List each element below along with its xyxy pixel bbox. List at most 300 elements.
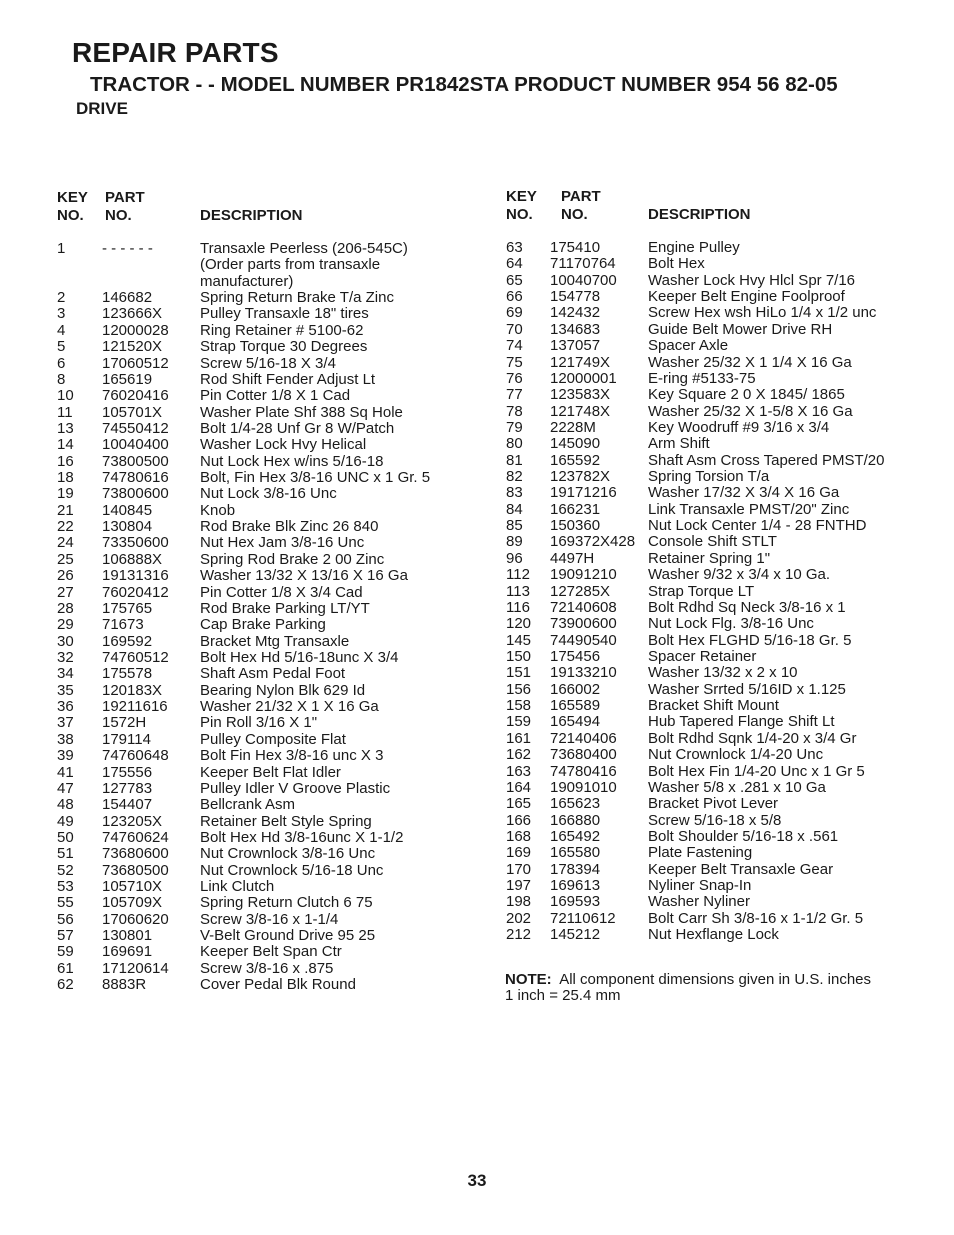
part-no: 19171216 — [550, 484, 617, 502]
key-no: 36 — [57, 698, 74, 716]
part-description: E-ring #5133-75 — [648, 369, 756, 387]
table-row — [57, 470, 477, 486]
part-no: 142432 — [550, 304, 601, 322]
part-description: Screw Hex wsh HiLo 1/4 x 1/2 unc — [648, 304, 877, 322]
part-description: Key Square 2 0 X 1845/ 1865 — [648, 386, 845, 404]
table-row — [57, 437, 477, 453]
table-header — [506, 188, 946, 228]
key-no: 89 — [506, 533, 523, 551]
table-row — [57, 372, 477, 388]
key-no: 159 — [506, 713, 532, 731]
part-no: 145090 — [550, 435, 601, 453]
key-no: 202 — [506, 909, 532, 927]
part-no: 169691 — [102, 943, 153, 961]
model-subtitle: TRACTOR - - MODEL NUMBER PR1842STA PRODUCT NUMBER 954 56 82-05 — [90, 73, 838, 96]
table-row — [506, 240, 946, 256]
key-no: 162 — [506, 746, 532, 764]
page-title: REPAIR PARTS — [72, 37, 279, 68]
part-description: Spacer Retainer — [648, 647, 757, 665]
part-no: 17060512 — [102, 354, 169, 372]
part-no: 165492 — [550, 827, 601, 845]
table-row — [506, 796, 946, 812]
part-no: 74760648 — [102, 747, 169, 765]
part-description: Cap Brake Parking — [200, 616, 326, 634]
key-no: 61 — [57, 959, 74, 977]
key-no: 76 — [506, 369, 523, 387]
part-description: Bolt Hex Fin 1/4-20 Unc x 1 Gr 5 — [648, 762, 865, 780]
part-no: 74760624 — [102, 828, 169, 846]
part-description: Pulley Composite Flat — [200, 730, 346, 748]
part-description: Bolt Shoulder 5/16-18 x .561 — [648, 827, 839, 845]
part-no: 17060620 — [102, 910, 169, 928]
part-description: Screw 3/8-16 x .875 — [200, 959, 334, 977]
part-description: Bolt, Fin Hex 3/8-16 UNC x 1 Gr. 5 — [200, 469, 431, 487]
table-row — [506, 387, 946, 403]
key-no: 62 — [57, 976, 74, 994]
part-description: Console Shift STLT — [648, 533, 777, 551]
table-row — [506, 584, 946, 600]
key-no: 113 — [506, 582, 530, 600]
part-description: Shaft Asm Cross Tapered PMST/20 — [648, 451, 885, 469]
table-row — [57, 699, 477, 715]
table-body-right — [506, 240, 946, 943]
key-no: 198 — [506, 893, 532, 911]
key-no: 56 — [57, 910, 74, 928]
part-description: Bolt Hex Hd 3/8-16unc X 1-1/2 — [200, 828, 404, 846]
part-no: 74760512 — [102, 648, 169, 666]
part-no: 73900600 — [550, 615, 617, 633]
part-no: 8883R — [102, 976, 147, 994]
note-line2: 1 inch = 25.4 mm — [505, 986, 621, 1004]
part-description: Pulley Transaxle 18" tires — [200, 305, 369, 323]
part-description: Rod Shift Fender Adjust Lt — [200, 370, 376, 388]
part-no: 76020416 — [102, 387, 169, 405]
part-description: Washer Plate Shf 388 Sq Hole — [200, 403, 403, 421]
table-row — [57, 634, 477, 650]
part-no: 123583X — [550, 386, 611, 404]
part-description: Retainer Spring 1" — [648, 549, 771, 567]
part-description: Bolt Hex FLGHD 5/16-18 Gr. 5 — [648, 631, 852, 649]
part-description: Washer Lock Hvy Helical — [200, 436, 367, 454]
key-no: 168 — [506, 827, 532, 845]
table-row — [506, 731, 946, 747]
table-row — [506, 502, 946, 518]
table-row — [506, 551, 946, 567]
table-row — [506, 911, 946, 927]
part-no: 1572H — [102, 714, 147, 732]
part-no: 17120614 — [102, 959, 169, 977]
table-row — [506, 469, 946, 485]
part-no: 2228M — [550, 418, 596, 436]
key-no: 21 — [57, 501, 74, 519]
note-label: NOTE: — [505, 971, 552, 988]
table-row — [506, 829, 946, 845]
table-row — [506, 273, 946, 289]
part-description: Screw 5/16-18 x 5/8 — [648, 811, 782, 829]
key-no: 47 — [57, 779, 74, 797]
key-no: 30 — [57, 632, 74, 650]
table-row — [506, 256, 946, 272]
part-no: 12000028 — [102, 321, 169, 339]
key-no: 59 — [57, 943, 74, 961]
table-row — [57, 846, 477, 862]
part-description: Transaxle Peerless (206-545C) — [200, 240, 408, 257]
table-row — [57, 797, 477, 813]
table-row — [57, 748, 477, 764]
table-row — [57, 486, 477, 502]
part-no: 121749X — [550, 353, 611, 371]
key-no: 151 — [506, 664, 532, 682]
key-no: 10 — [57, 387, 74, 405]
table-row — [506, 845, 946, 861]
part-description: Pin Cotter 1/8 X 3/4 Cad — [200, 583, 363, 601]
key-no: 158 — [506, 697, 532, 715]
part-no: 169613 — [550, 877, 601, 895]
part-no: 178394 — [550, 860, 601, 878]
table-row — [506, 649, 946, 665]
part-no: 137057 — [550, 337, 601, 355]
key-no: 82 — [506, 468, 523, 486]
part-description: Washer 13/32 X 13/16 X 16 Ga — [200, 567, 408, 585]
part-description: Keeper Belt Engine Foolproof — [648, 288, 845, 306]
table-row — [57, 356, 477, 372]
part-description: Washer Nyliner — [648, 893, 750, 911]
key-no: 50 — [57, 828, 74, 846]
key-no: 22 — [57, 518, 74, 536]
part-no: 150360 — [550, 517, 601, 535]
key-no: 18 — [57, 469, 74, 487]
key-no: 85 — [506, 517, 523, 535]
part-description: Washer 13/32 x 2 x 10 — [648, 664, 798, 682]
part-description: Bearing Nylon Blk 629 Id — [200, 681, 366, 699]
part-no: 165623 — [550, 795, 601, 813]
header-key — [57, 189, 88, 225]
part-description: Nut Hexflange Lock — [648, 926, 779, 944]
part-no: 73800600 — [102, 485, 169, 503]
part-description: Spring Return Clutch 6 75 — [200, 894, 373, 912]
table-row — [57, 323, 477, 339]
part-no: 179114 — [102, 730, 151, 748]
key-no: 75 — [506, 353, 523, 371]
key-no: 212 — [506, 926, 532, 944]
part-description: Nut Lock Hex w/ins 5/16-18 — [200, 452, 384, 470]
key-no: 161 — [506, 729, 532, 747]
part-no: 106888X — [102, 550, 163, 568]
key-no: 65 — [506, 271, 523, 289]
part-no: 105710X — [102, 878, 163, 896]
key-no: 57 — [57, 927, 74, 945]
key-no: 55 — [57, 894, 74, 912]
table-row — [506, 747, 946, 763]
table-row — [506, 780, 946, 796]
part-description: V-Belt Ground Drive 95 25 — [200, 927, 376, 945]
key-no: 81 — [506, 451, 523, 469]
header-part — [105, 189, 145, 225]
part-description: Washer 17/32 X 3/4 X 16 Ga — [648, 484, 840, 502]
part-description: Bolt Rdhd Sqnk 1/4-20 x 3/4 Gr — [648, 729, 857, 747]
part-no: 10040400 — [102, 436, 169, 454]
part-no: 175765 — [102, 599, 153, 617]
key-no: 5 — [57, 338, 66, 356]
part-description: Bolt 1/4-28 Unf Gr 8 W/Patch — [200, 419, 395, 437]
part-description: Nut Crownlock 1/4-20 Unc — [648, 746, 824, 764]
table-row — [57, 977, 477, 993]
table-row — [506, 404, 946, 420]
key-no: 96 — [506, 549, 523, 567]
part-no: 120183X — [102, 681, 163, 699]
part-no: 74780416 — [550, 762, 617, 780]
key-no: 112 — [506, 566, 530, 584]
part-no: - - - - - - — [102, 240, 153, 257]
part-no: 123205X — [102, 812, 163, 830]
table-row — [57, 650, 477, 666]
part-description: Bracket Pivot Lever — [648, 795, 779, 813]
part-description: Nut Lock Flg. 3/8-16 Unc — [648, 615, 814, 633]
key-no: 166 — [506, 811, 532, 829]
part-no: 169592 — [102, 632, 153, 650]
part-no: 72110612 — [550, 909, 616, 927]
part-description: Bolt Hex — [648, 255, 705, 273]
part-description: Keeper Belt Span Ctr — [200, 943, 342, 961]
part-description: Pin Roll 3/16 X 1" — [200, 714, 318, 732]
part-no: 123782X — [550, 468, 611, 486]
part-description: Nut Lock Center 1/4 - 28 FNTHD — [648, 517, 867, 535]
table-body-left — [57, 241, 477, 994]
key-no: 24 — [57, 534, 74, 552]
key-no: 52 — [57, 861, 74, 879]
part-description: Engine Pulley — [648, 239, 740, 256]
key-no: 19 — [57, 485, 74, 503]
part-description: manufacturer) — [200, 272, 294, 290]
table-row — [506, 698, 946, 714]
key-no: 170 — [506, 860, 532, 878]
table-row — [57, 535, 477, 551]
part-no: 19091010 — [550, 778, 617, 796]
part-description: Nut Crownlock 5/16-18 Unc — [200, 861, 384, 879]
part-description: Strap Torque LT — [648, 582, 755, 600]
part-description: Strap Torque 30 Degrees — [200, 338, 368, 356]
table-row — [506, 420, 946, 436]
key-no: 83 — [506, 484, 523, 502]
part-no: 73680400 — [550, 746, 617, 764]
part-no: 154407 — [102, 796, 153, 814]
header-key-line1: KEY — [506, 188, 537, 205]
part-no: 130804 — [102, 518, 153, 536]
table-row — [506, 518, 946, 534]
table-row — [57, 961, 477, 977]
part-description: Nut Lock 3/8-16 Unc — [200, 485, 337, 503]
key-no: 80 — [506, 435, 523, 453]
key-no: 48 — [57, 796, 74, 814]
key-no: 37 — [57, 714, 74, 732]
note-line1: All component dimensions given in U.S. inches — [559, 971, 872, 988]
table-row — [506, 927, 946, 943]
part-description: Ring Retainer # 5100-62 — [200, 321, 364, 339]
table-row — [506, 322, 946, 338]
key-no: 27 — [57, 583, 74, 601]
key-no: 64 — [506, 255, 523, 273]
table-row — [506, 436, 946, 452]
part-description: Guide Belt Mower Drive RH — [648, 320, 833, 338]
key-no: 74 — [506, 337, 523, 355]
key-no: 165 — [506, 795, 532, 813]
key-no: 53 — [57, 878, 74, 896]
key-no: 11 — [57, 403, 73, 421]
part-description: Rod Brake Parking LT/YT — [200, 599, 370, 617]
table-row — [506, 485, 946, 501]
key-no: 6 — [57, 354, 66, 372]
part-description: Spring Rod Brake 2 00 Zinc — [200, 550, 385, 568]
table-row — [506, 862, 946, 878]
part-no: 72140608 — [550, 598, 617, 616]
part-description: Screw 3/8-16 x 1-1/4 — [200, 910, 339, 928]
part-no: 72140406 — [550, 729, 617, 747]
table-row — [506, 567, 946, 583]
key-no: 3 — [57, 305, 66, 323]
table-row — [57, 732, 477, 748]
part-no: 12000001 — [550, 369, 617, 387]
header-part-line1: PART — [561, 188, 601, 205]
key-no: 156 — [506, 680, 532, 698]
key-no: 29 — [57, 616, 74, 634]
part-description: Bolt Fin Hex 3/8-16 unc X 3 — [200, 747, 384, 765]
part-no: 166231 — [550, 500, 601, 518]
table-row — [506, 665, 946, 681]
part-no: 74490540 — [550, 631, 617, 649]
part-description: Pulley Idler V Groove Plastic — [200, 779, 391, 797]
table-row — [57, 339, 477, 355]
table-row — [57, 519, 477, 535]
part-no: 165619 — [102, 370, 153, 388]
key-no: 163 — [506, 762, 532, 780]
part-description: Bolt Carr Sh 3/8-16 x 1-1/2 Gr. 5 — [648, 909, 864, 927]
part-no: 175578 — [102, 665, 153, 683]
table-row — [57, 944, 477, 960]
part-description: Link Transaxle PMST/20" Zinc — [648, 500, 850, 518]
part-no: 140845 — [102, 501, 153, 519]
part-no: 19133210 — [550, 664, 617, 682]
part-no: 19131316 — [102, 567, 169, 585]
part-no: 175456 — [550, 647, 601, 665]
part-no: 73680600 — [102, 845, 169, 863]
part-no: 169372X428 — [550, 533, 636, 551]
part-no: 166002 — [550, 680, 601, 698]
table-row — [57, 895, 477, 911]
part-description: Knob — [200, 501, 236, 519]
key-no: 116 — [506, 598, 530, 616]
key-no: 51 — [57, 845, 74, 863]
part-no: 121748X — [550, 402, 611, 420]
part-no: 145212 — [550, 926, 601, 944]
part-no: 175410 — [550, 239, 601, 256]
key-no: 41 — [57, 763, 74, 781]
table-row — [57, 241, 477, 257]
part-no: 73350600 — [102, 534, 169, 552]
part-no: 165494 — [550, 713, 601, 731]
part-no: 105701X — [102, 403, 163, 421]
key-no: 169 — [506, 844, 532, 862]
table-row — [57, 863, 477, 879]
key-no: 79 — [506, 418, 523, 436]
table-row — [506, 305, 946, 321]
table-row — [506, 600, 946, 616]
part-description: Nyliner Snap-In — [648, 877, 752, 895]
part-no: 166880 — [550, 811, 601, 829]
part-no: 175556 — [102, 763, 153, 781]
table-row — [57, 552, 477, 568]
table-row — [57, 601, 477, 617]
table-row — [506, 338, 946, 354]
header-description: DESCRIPTION — [200, 207, 303, 224]
table-row — [57, 879, 477, 895]
table-row — [57, 683, 477, 699]
part-description: Screw 5/16-18 X 3/4 — [200, 354, 336, 372]
table-row — [57, 585, 477, 601]
part-description: Washer 25/32 X 1-5/8 X 16 Ga — [648, 402, 853, 420]
part-no: 19091210 — [550, 566, 617, 584]
parts-table-right — [506, 188, 946, 943]
key-no: 120 — [506, 615, 532, 633]
table-row — [506, 878, 946, 894]
part-no: 71673 — [102, 616, 144, 634]
part-description: Washer 9/32 x 3/4 x 10 Ga. — [648, 566, 831, 584]
table-row — [57, 274, 477, 290]
part-no: 74550412 — [102, 419, 169, 437]
key-no: 197 — [506, 877, 532, 895]
part-no: 19211616 — [102, 698, 168, 716]
key-no: 8 — [57, 370, 66, 388]
part-description: Rod Brake Blk Zinc 26 840 — [200, 518, 379, 536]
dimension-note — [505, 972, 925, 1003]
table-row — [57, 928, 477, 944]
table-row — [57, 257, 477, 273]
part-no: 127285X — [550, 582, 611, 600]
part-no: 127783 — [102, 779, 153, 797]
table-row — [506, 371, 946, 387]
table-row — [57, 568, 477, 584]
key-no: 35 — [57, 681, 74, 699]
key-no: 38 — [57, 730, 74, 748]
part-description: Bolt Rdhd Sq Neck 3/8-16 x 1 — [648, 598, 846, 616]
part-no: 121520X — [102, 338, 163, 356]
part-no: 146682 — [102, 289, 153, 307]
part-description: Washer Srrted 5/16ID x 1.125 — [648, 680, 846, 698]
header-key-line1: KEY — [57, 189, 88, 206]
part-description: Washer Lock Hvy Hlcl Spr 7/16 — [648, 271, 856, 289]
table-row — [57, 421, 477, 437]
section-title: DRIVE — [76, 99, 128, 118]
parts-table-left — [57, 189, 477, 994]
key-no: 34 — [57, 665, 74, 683]
key-no: 150 — [506, 647, 532, 665]
key-no: 78 — [506, 402, 523, 420]
table-row — [506, 289, 946, 305]
table-row — [57, 666, 477, 682]
part-description: Keeper Belt Flat Idler — [200, 763, 341, 781]
table-row — [506, 813, 946, 829]
table-row — [57, 617, 477, 633]
header-key-line2: NO. — [506, 206, 533, 223]
table-row — [57, 306, 477, 322]
part-description: Shaft Asm Pedal Foot — [200, 665, 346, 683]
header-part — [561, 188, 601, 224]
table-row — [57, 388, 477, 404]
key-no: 145 — [506, 631, 532, 649]
part-description: (Order parts from transaxle — [200, 256, 381, 274]
part-description: Keeper Belt Transaxle Gear — [648, 860, 834, 878]
table-row — [57, 454, 477, 470]
key-no: 4 — [57, 321, 66, 339]
